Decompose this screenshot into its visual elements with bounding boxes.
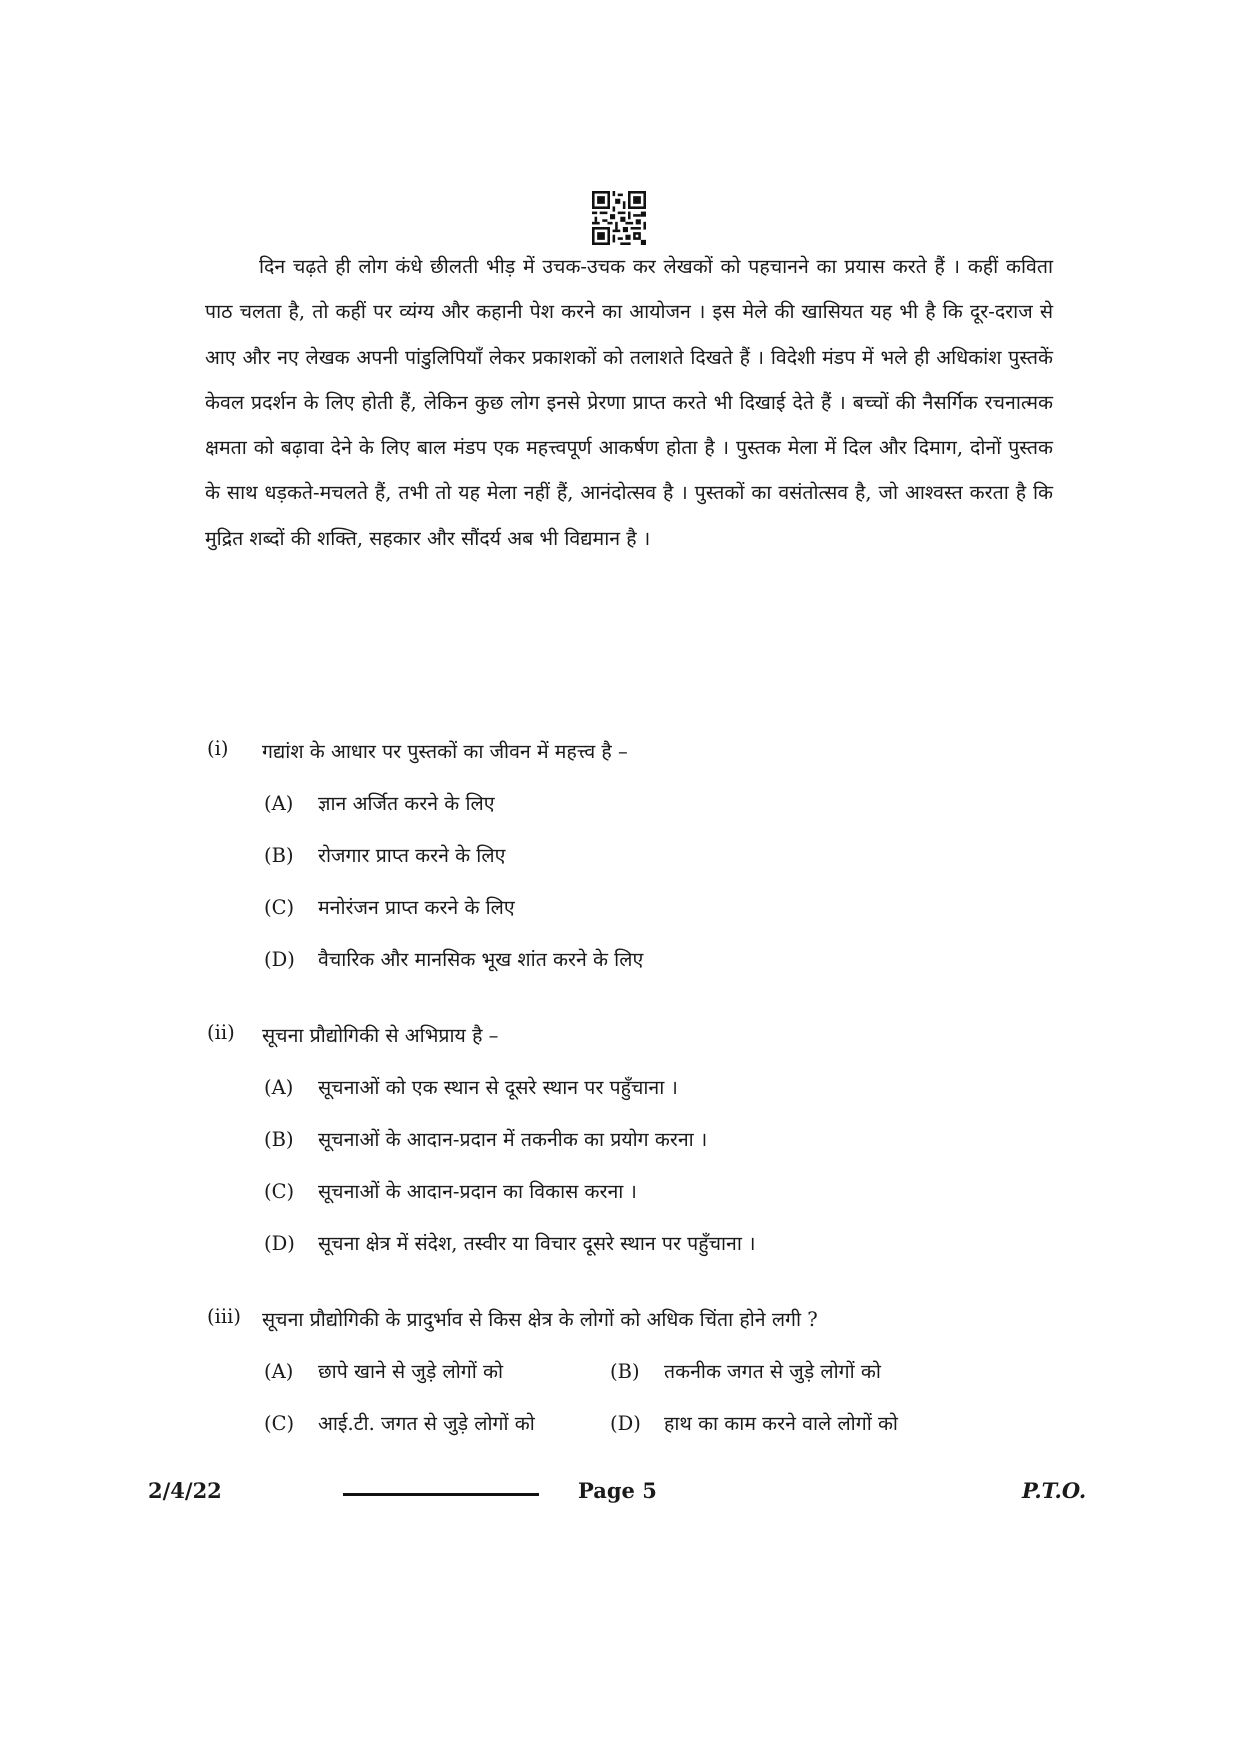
qr-code-icon <box>592 191 646 245</box>
paper-code: 2/4/22 <box>148 1478 222 1503</box>
option <box>264 1125 707 1152</box>
option <box>264 1073 678 1100</box>
question-text: सूचना प्रौद्योगिकी से अभिप्राय है – <box>262 1024 499 1047</box>
option <box>264 1177 637 1204</box>
footer-divider <box>343 1493 539 1496</box>
option-label: (B) <box>264 1128 294 1151</box>
option-text: मनोरंजन प्राप्त करने के लिए <box>318 896 515 919</box>
option-text: सूचना क्षेत्र में संदेश, तस्वीर या विचार दूसरे स्थान पर पहुँचाना । <box>318 1232 756 1255</box>
option-label: (A) <box>264 1360 294 1383</box>
option <box>610 1357 881 1384</box>
option-text: सूचनाओं के आदान-प्रदान में तकनीक का प्रयोग करना । <box>318 1128 708 1151</box>
option <box>264 945 643 972</box>
option <box>264 1229 755 1256</box>
option-label: (A) <box>264 792 294 815</box>
page-number: Page 5 <box>578 1478 657 1503</box>
pto-label: P.T.O. <box>1022 1478 1087 1503</box>
option-text: छापे खाने से जुड़े लोगों को <box>318 1360 504 1383</box>
option-text: रोजगार प्राप्त करने के लिए <box>318 844 506 867</box>
passage: दिन चढ़ते ही लोग कंधे छीलती भीड़ में उचक-उचक कर लेखकों को पहचानने का प्रयास करते हैं । कहीं कविता पाठ चलता है, तो कहीं पर व्यंग्य और कहानी पेश करने का आयोजन । इस मेले की खासियत यह भी है कि दूर-दराज से आए और नए लेखक अपनी पांडुलिपियाँ लेकर प्रकाशकों को तलाशते दिखते हैं । विदेशी मंडप में भले ही अधिकांश पुस्तकें केवल प्रदर्शन के लिए होती हैं, लेकिन कुछ लोग इनसे प्रेरणा प्राप्त करते भी दिखाई देते हैं । बच्चों की नैसर्गिक रचनात्मक क्षमता को बढ़ावा देने के लिए बाल मंडप एक महत्त्वपूर्ण आकर्षण होता है । पुस्तक मेला में दिल और दिमाग, दोनों पुस्तक के साथ धड़कते-मचलते हैं, तभी तो यह मेला नहीं हैं, आनंदोत्सव है । पुस्तकों का वसंतोत्सव है, जो आश्वस्त करता है कि मुद्रित शब्दों की शक्ति, सहकार और सौंदर्य अब भी विद्यमान है । <box>205 255 1053 550</box>
option-label: (B) <box>610 1360 640 1383</box>
option <box>610 1409 898 1436</box>
option-text: तकनीक जगत से जुड़े लोगों को <box>664 1360 881 1383</box>
option-text: ज्ञान अर्जित करने के लिए <box>318 792 495 815</box>
option-text: हाथ का काम करने वाले लोगों को <box>664 1412 898 1435</box>
option-text: सूचनाओं को एक स्थान से दूसरे स्थान पर पहुँचाना । <box>318 1076 678 1099</box>
option <box>264 893 515 920</box>
question-text: सूचना प्रौद्योगिकी के प्रादुर्भाव से किस क्षेत्र के लोगों को अधिक चिंता होने लगी ? <box>262 1308 818 1331</box>
option-label: (D) <box>610 1412 641 1435</box>
option <box>264 1409 535 1436</box>
option <box>264 841 505 868</box>
option-label: (D) <box>264 1232 295 1255</box>
question-number: (ii) <box>207 1021 235 1044</box>
option-label: (A) <box>264 1076 294 1099</box>
option-label: (D) <box>264 948 295 971</box>
option-label: (C) <box>264 1180 295 1203</box>
option-label: (C) <box>264 1412 295 1435</box>
option-text: वैचारिक और मानसिक भूख शांत करने के लिए <box>318 948 644 971</box>
option-text: सूचनाओं के आदान-प्रदान का विकास करना । <box>318 1180 637 1203</box>
question-number: (i) <box>207 737 229 760</box>
option <box>264 1357 503 1384</box>
option-text: आई.टी. जगत से जुड़े लोगों को <box>318 1412 535 1435</box>
question-text: गद्यांश के आधार पर पुस्तकों का जीवन में महत्त्व है – <box>262 740 628 763</box>
option-label: (B) <box>264 844 294 867</box>
option <box>264 789 495 816</box>
question-number: (iii) <box>207 1305 241 1328</box>
option-label: (C) <box>264 896 295 919</box>
